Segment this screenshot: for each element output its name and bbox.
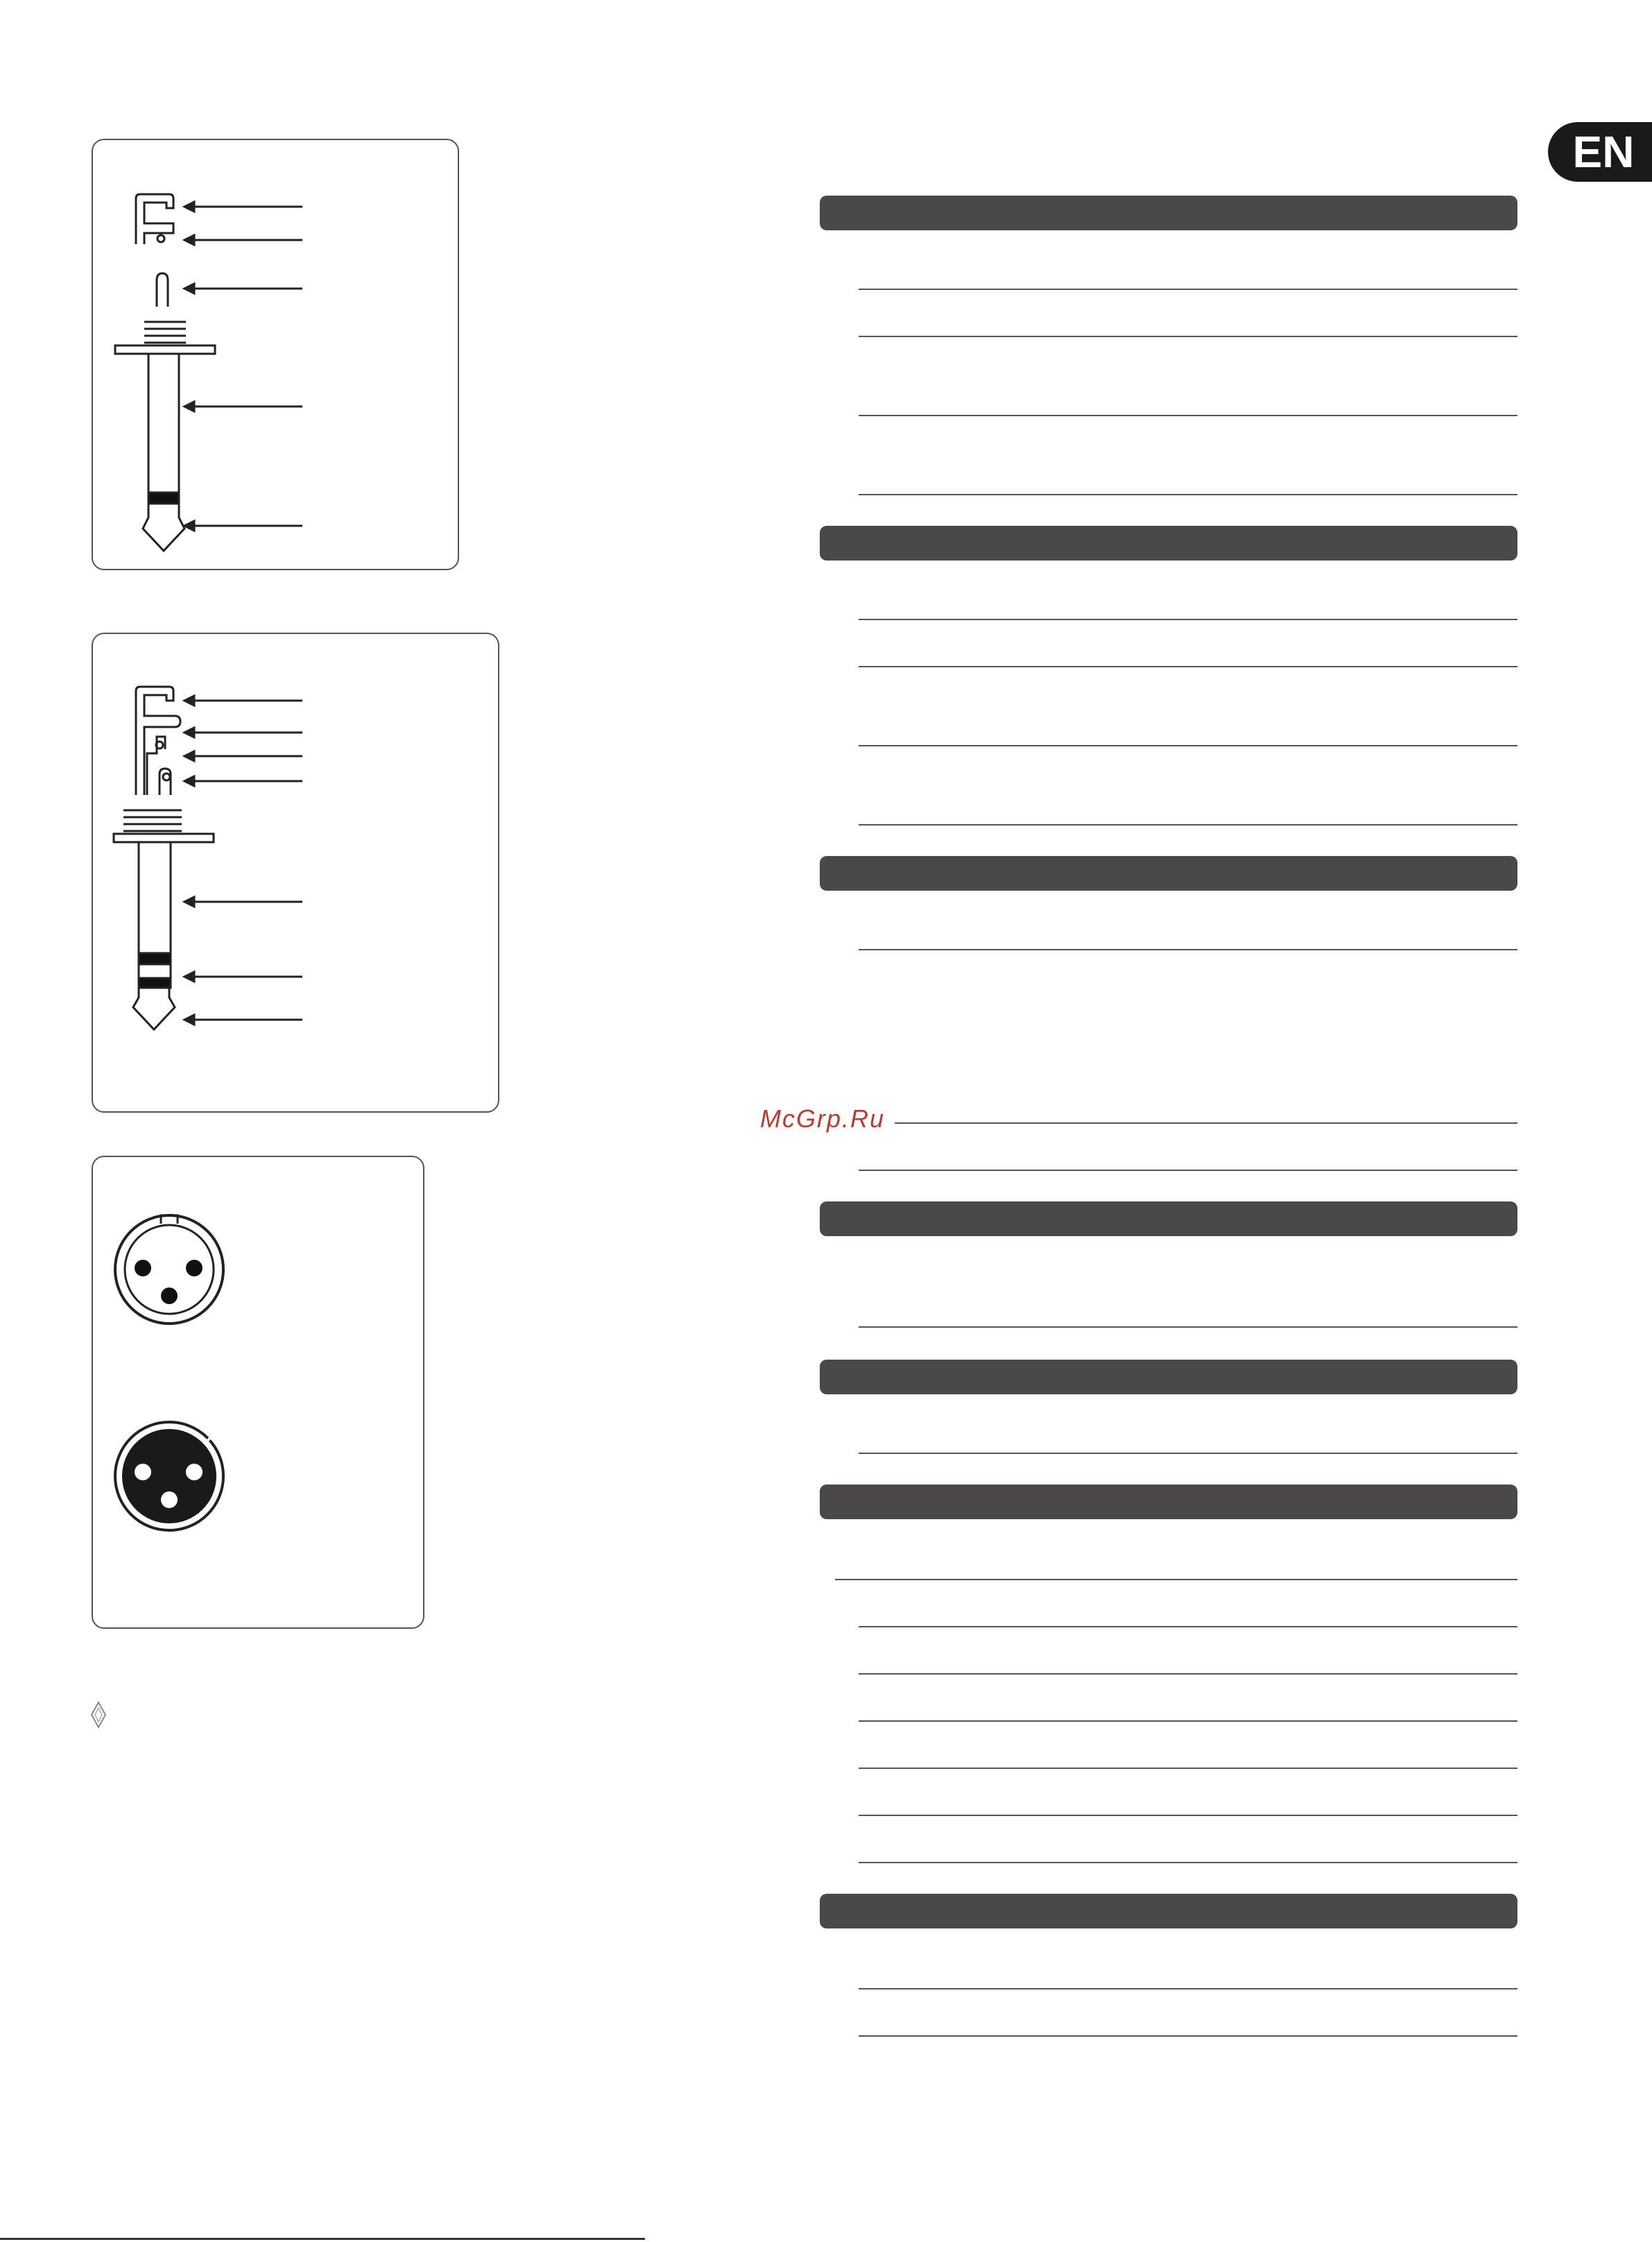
row-rule <box>859 336 1517 337</box>
row-rule <box>859 1768 1517 1769</box>
stereo-jack-diagram <box>92 633 499 1113</box>
language-tab[interactable]: EN <box>1548 122 1652 182</box>
row-rule <box>859 1170 1517 1171</box>
section-header-3 <box>820 856 1517 891</box>
section-header-2 <box>820 526 1517 560</box>
row-rule <box>859 1673 1517 1675</box>
row-rule <box>859 415 1517 416</box>
xlr-male-icon <box>115 1422 223 1530</box>
watermark-rule <box>895 1122 1517 1124</box>
section-header-1 <box>820 196 1517 230</box>
xlr-female-icon <box>115 1215 223 1324</box>
row-rule <box>859 1326 1517 1328</box>
row-rule <box>859 745 1517 746</box>
xlr-drawing <box>93 1157 426 1630</box>
section-header-5 <box>820 1360 1517 1394</box>
section-header-6 <box>820 1484 1517 1519</box>
row-rule <box>859 1815 1517 1816</box>
section-header-7 <box>820 1894 1517 1928</box>
row-rule <box>859 1862 1517 1863</box>
watermark: McGrp.Ru <box>760 1104 886 1133</box>
row-rule <box>859 494 1517 495</box>
row-rule <box>859 666 1517 667</box>
xlr-diagram <box>92 1156 424 1629</box>
row-rule <box>859 619 1517 620</box>
section-header-4 <box>820 1201 1517 1236</box>
mono-jack-drawing <box>93 140 461 572</box>
footer-rule <box>0 2238 645 2240</box>
note-icon <box>89 1701 108 1729</box>
row-rule <box>859 949 1517 950</box>
row-rule <box>859 1453 1517 1454</box>
row-rule <box>859 289 1517 290</box>
row-rule <box>859 1626 1517 1627</box>
stereo-jack-drawing <box>93 634 501 1114</box>
mono-jack-diagram <box>92 139 459 570</box>
row-rule <box>835 1579 1517 1580</box>
row-rule <box>859 2035 1517 2037</box>
row-rule <box>859 1988 1517 1989</box>
row-rule <box>859 1720 1517 1722</box>
row-rule <box>859 824 1517 825</box>
